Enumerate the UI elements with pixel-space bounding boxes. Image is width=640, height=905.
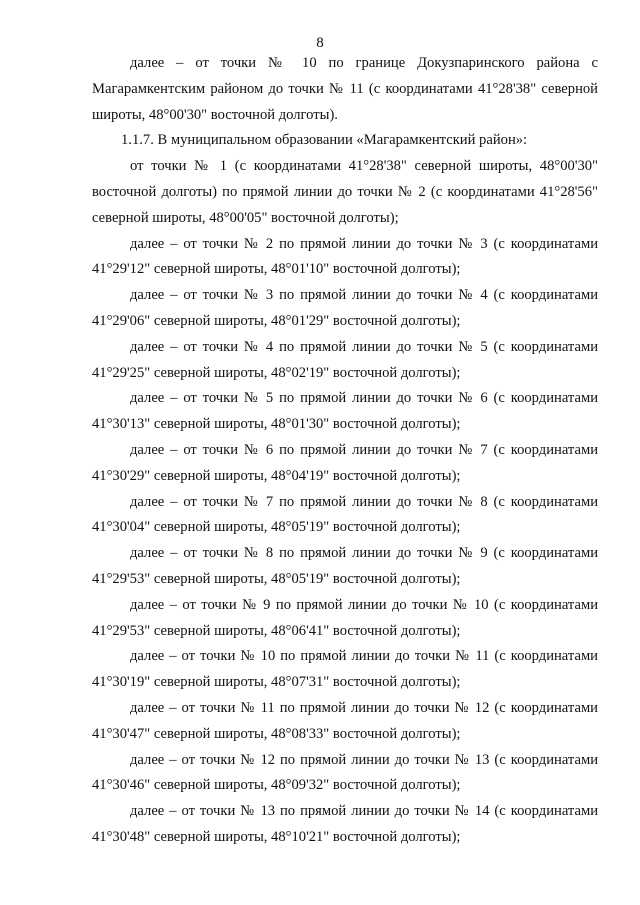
document-body: [92, 51, 598, 851]
paragraph-point-6: далее – от точки № 6 по прямой линии до точки № 7 (с координатами 41°30'29" северной широты, 48°04'19" восточной долготы);: [92, 441, 598, 484]
paragraph-point-8: далее – от точки № 8 по прямой линии до точки № 9 (с координатами 41°29'53" северной широты, 48°05'19" восточной долготы);: [92, 545, 598, 587]
paragraph-point-11: далее – от точки № 11 по прямой линии до точки № 12 (с координатами 41°30'47" северной широты, 48°08'33" восточной долготы);: [92, 699, 598, 742]
paragraph-point-9: далее – от точки № 9 по прямой линии до точки № 10 (с координатами 41°29'53" северной широты, 48°06'41" восточной долготы);: [92, 596, 598, 639]
paragraph-point-7: далее – от точки № 7 по прямой линии до точки № 8 (с координатами 41°30'04" северной широты, 48°05'19" восточной долготы);: [92, 493, 598, 536]
section-heading-1-1-7: 1.1.7. В муниципальном образовании «Магарамкентский район»:: [121, 132, 528, 149]
paragraph-point-3: далее – от точки № 3 по прямой линии до точки № 4 (с координатами 41°29'06" северной широты, 48°01'29" восточной долготы);: [92, 287, 598, 329]
paragraph-point-2: далее – от точки № 2 по прямой линии до точки № 3 (с координатами 41°29'12" северной широты, 48°01'10" восточной долготы);: [92, 235, 598, 278]
paragraph-point-10: далее – от точки № 10 по прямой линии до точки № 11 (с координатами 41°30'19" северной широты, 48°07'31" восточной долготы);: [92, 648, 598, 691]
paragraph-point-13: далее – от точки № 13 по прямой линии до точки № 14 (с координатами 41°30'48" северной широты, 48°10'21" восточной долготы);: [92, 803, 598, 845]
paragraph-point-5: далее – от точки № 5 по прямой линии до точки № 6 (с координатами 41°30'13" северной широты, 48°01'30" восточной долготы);: [92, 390, 598, 433]
paragraph-boundary-continuation: далее – от точки № 10 по границе Докузпаринского района с Магарамкентским районом до точки № 11 (с координатами 41°28'38" северной широты, 48°00'30" восточной долготы).: [92, 55, 598, 123]
paragraph-point-1: от точки № 1 (с координатами 41°28'38" северной широты, 48°00'30" восточной долготы) по прямой линии до точки № 2 (с координатами 41°28'56" северной широты, 48°00'05" восточной долготы);: [92, 158, 598, 226]
paragraph-point-12: далее – от точки № 12 по прямой линии до точки № 13 (с координатами 41°30'46" северной широты, 48°09'32" восточной долготы);: [92, 751, 598, 794]
page-number: 8: [316, 35, 324, 51]
paragraph-point-4: далее – от точки № 4 по прямой линии до точки № 5 (с координатами 41°29'25" северной широты, 48°02'19" восточной долготы);: [92, 338, 598, 381]
